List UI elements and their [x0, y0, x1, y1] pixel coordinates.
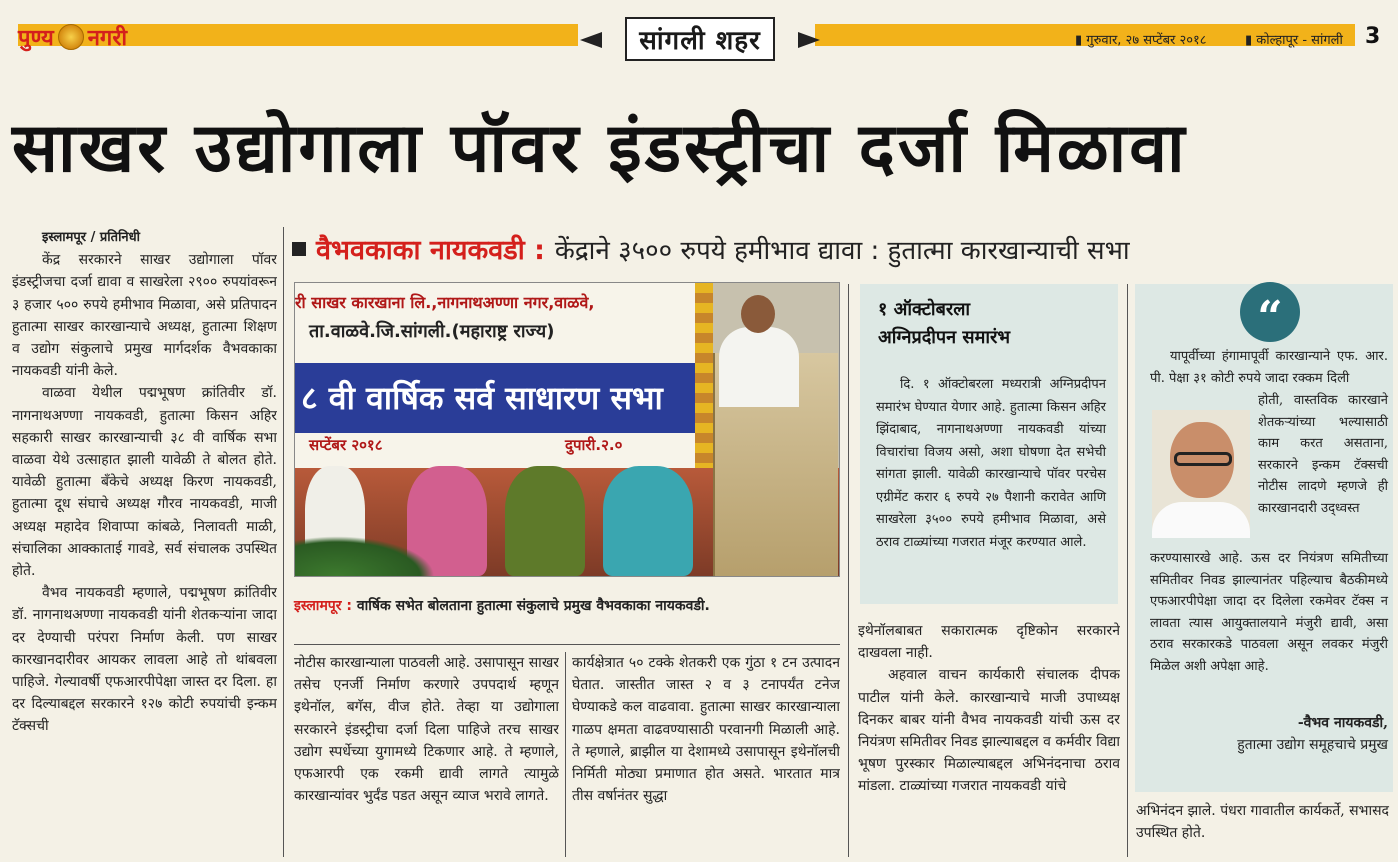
banner-line-2: ता.वाळवे.जि.सांगली.(महाराष्ट्र राज्य)	[309, 321, 555, 342]
sidebar-title-line-2: अग्निप्रदीपन समारंभ	[878, 327, 1011, 348]
subhead-speaker: वैभवकाका नायकवडी :	[316, 235, 545, 266]
page-number: 3	[1365, 24, 1381, 49]
article-column-3	[572, 652, 840, 852]
quote-author: -वैभव नायकवडी,	[1297, 715, 1388, 731]
subheadline	[292, 230, 1392, 267]
subhead-text: केंद्राने ३५०० रुपये हमीभाव द्यावा : हुतात्मा कारखान्याची सभा	[554, 235, 1130, 266]
quote-author-role: हुतात्मा उद्योग समूहचाचे प्रमुख	[1237, 737, 1388, 753]
caption-divider	[294, 644, 840, 645]
caption-text: वार्षिक सभेत बोलताना हुतात्मा संकुलाचे प्रमुख वैभवकाका नायकवडी.	[356, 598, 710, 614]
quote-text-top: यापूर्वीच्या हंगामापूर्वी कारखान्याने एफ. आर. पी. पेक्षा ३१ कोटी रुपये जादा रक्कम दिली	[1150, 349, 1388, 386]
section-title: सांगली शहर	[625, 17, 774, 61]
paragraph: दि. १ ऑक्टोबरला मध्यरात्री अग्निप्रदीपन समारंभ घेण्यात येणार आहे. हुतात्मा किसन अहिर झिंदाबाद, नागनाथअण्णा नायकवडी यांच्या विचारांचा विजय असो, अशा घोषणा देत सभेची सांगता झाली. यावेळी कारखान्याचे पॉवर परचेस एग्रीमेंट करार ६ रुपये २७ पैशानी करावेत आणि साखरेला ३५०० रुपये हमीभाव मिळावा, असे ठराव टाळ्यांच्या गजरात मंजूर करण्यात आले.	[876, 377, 1106, 550]
paragraph: वाळवा येथील पद्मभूषण क्रांतिवीर डॉ. नागनाथअण्णा नायकवडी, हुतात्मा किसन अहिर सहकारी साखर कारखान्याची ३८ वी वार्षिक सभा वाळवा येथे उत्साहात झाली यावेळी ते बोलत होते. यावेळी हुतात्मा बँकेचे अध्यक्ष किरण नायकवडी, हुतात्मा दूध संघाचे अध्यक्ष गौरव नायकवडी, माजी अध्यक्ष महादेव शिवाप्पा कांबळे, निलावती माळी, संचालिका आक्काताई गावडे, सर्व संचालक उपस्थित होते.	[12, 385, 277, 580]
paragraph: केंद्र सरकारने साखर उद्योगाला पॉवर इंडस्ट्रीजचा दर्जा द्यावा व साखरेला २९०० रुपयांवरून ३ हजार ५०० रुपये हमीभाव मिळावा, असे प्रतिपादन हुतात्मा साखर कारखान्याचे अध्यक्ष, हुतात्मा शिक्षण व उद्योग संकुलाचे प्रमुख मार्गदर्शक वैभवकाका नायकवडी यांनी केले.	[12, 252, 277, 380]
portrait-glasses	[1174, 452, 1232, 466]
section-arrow-right-icon	[798, 32, 820, 48]
sidebar-box	[860, 284, 1118, 604]
banner-line-5: दुपारी.२.०	[565, 436, 623, 454]
issue-date: ▮ गुरुवार, २७ सप्टेंबर २०१८	[1075, 33, 1207, 48]
paragraph: अहवाल वाचन कार्यकारी संचालक दीपक पाटील यांनी केले. कारखान्याचे माजी उपाध्यक्ष दिनकर बाबर यांनी वैभव नायकवडी यांची ऊस दर नियंत्रण समितीवर निवड झाल्याबद्दल व कर्मवीर विद्या भूषण पुरस्कार मिळाल्याबद्दल अभिनंदनाचा ठराव मांडला. टाळ्यांच्या गजरात नायकवडी यांचे	[858, 667, 1120, 795]
seated-person	[505, 466, 585, 576]
article-column-5: अभिनंदन झाले. पंधरा गावातील कार्यकर्ते, सभासद उपस्थित होते.	[1136, 803, 1389, 841]
logo-word-left: पुण्य	[18, 26, 54, 51]
column-divider	[1127, 284, 1128, 857]
paragraph: नोटीस कारखान्याला पाठवली आहे. उसापासून साखर तसेच एनर्जी निर्माण करणारे उपपदार्थ म्हणून इथेनॉल, बगॅस, वीज होते. तेव्हा या उद्योगाला सरकारने इंडस्ट्रीचा दर्जा दिला पाहिजे तरच साखर उद्योग स्पर्धेच्या युगामध्ये टिकणार आहे. ते म्हणाले, एफआरपी एक रकमी द्यावी लागते त्यामुळे कारखान्यांवर भुर्दंड पडत असून व्याज भरावे लागते.	[294, 655, 559, 805]
article-column-4	[858, 620, 1120, 858]
quote-text-bottom: करण्यासारखे आहे. ऊस दर नियंत्रण समितीच्या समितीवर निवड झाल्यानंतर पहिल्याच बैठकीमध्ये एफआरपीपेक्षा जादा दर दिलेला रकमेवर टॅक्स न लावता त्यास आयुक्तालयाने मंजुरी द्यावी, असा ठराव सरकारकडे पाठवला असून लवकर मंजुरी मिळेल अशी अपेक्षा आहे.	[1150, 551, 1388, 674]
masthead	[0, 14, 1398, 62]
article-column-1	[12, 227, 277, 857]
sidebar-body	[876, 374, 1106, 554]
paragraph: कार्यक्षेत्रात ५० टक्के शेतकरी एक गुंठा १ टन उत्पादन घेतात. जास्तीत जास्त २ व ३ टनापर्यंत टनेज घेण्याकडे कल वाढवावा. हुतात्मा साखर कारखान्याला गाळप क्षमता वाढवण्यासाठी परवानगी मिळाली आहे. ते म्हणाले, ब्राझील या देशामध्ये उसापासून इथेनॉलची निर्मिती मोठ्या प्रमाणात होत असते. भारतात मात्र तीस वर्षानंतर सुद्धा	[572, 655, 840, 805]
bullet-square-icon	[292, 242, 306, 256]
column-divider	[283, 227, 284, 857]
banner-line-1: री साखर कारखाना लि.,नागनाथअण्णा नगर,वाळवे,	[295, 293, 595, 312]
portrait-shirt	[1152, 502, 1250, 538]
paragraph: इथेनॉलबाबत सकारात्मक दृष्टिकोन सरकारने दाखवला नाही.	[858, 623, 1120, 662]
banner-line-4: सप्टेंबर २०१८	[309, 436, 383, 454]
speaker-portrait	[1152, 410, 1250, 538]
main-headline: साखर उद्योगाला पॉवर इंडस्ट्रीचा दर्जा मिळावा	[12, 109, 1188, 188]
ganesh-logo-icon	[58, 24, 84, 50]
photo-caption	[294, 596, 840, 616]
newspaper-logo	[18, 20, 188, 54]
article-column-2	[294, 652, 559, 852]
logo-word-right: नगरी	[87, 26, 128, 51]
column-divider	[565, 652, 566, 857]
byline: इस्लामपूर / प्रतिनिधी	[42, 230, 141, 245]
edition-cities: ▮ कोल्हापूर - सांगली	[1245, 33, 1343, 48]
sidebar-title-line-1: १ ऑक्टोबरला	[878, 299, 971, 320]
stage-banner	[295, 283, 695, 473]
quote-attribution	[1150, 712, 1388, 756]
section-label	[590, 14, 810, 64]
quote-mark-icon: “	[1240, 282, 1300, 342]
paragraph: वैभव नायकवडी म्हणाले, पद्मभूषण क्रांतिवीर डॉ. नागनाथअण्णा नायकवडी यांनी शेतकऱ्यांना जादा दर देण्याची परंपरा निर्माण केली. पण साखर कारखानदारीवर आयकर लावला आहे तो थांबवला पाहिजे. गेल्यावर्षी एफआरपीपेक्षा जास्त दर दिला. हा दर दिल्याबद्दल सरकारने १२७ कोटी रुपयांची इन्कम टॅक्सची	[12, 585, 277, 735]
speaker-body	[719, 327, 799, 407]
quote-text-side: होती, वास्तविक कारखाने शेतकऱ्यांच्या भल्यासाठी काम करत असताना, सरकारने इन्कम टॅक्सची नोटीस लादणे म्हणजे ही कारखानदारी उद्ध्वस्त	[1258, 393, 1388, 516]
section-arrow-left-icon	[580, 32, 602, 48]
banner-line-3: ८ वी वार्षिक सर्व साधारण सभा	[295, 363, 695, 433]
event-photo	[294, 282, 840, 577]
column-divider	[848, 284, 849, 857]
stage-plants	[295, 536, 435, 576]
speaker-head	[741, 295, 775, 333]
seated-person	[603, 466, 693, 576]
sidebar-title	[878, 296, 1010, 352]
caption-place: इस्लामपूर :	[294, 598, 352, 614]
